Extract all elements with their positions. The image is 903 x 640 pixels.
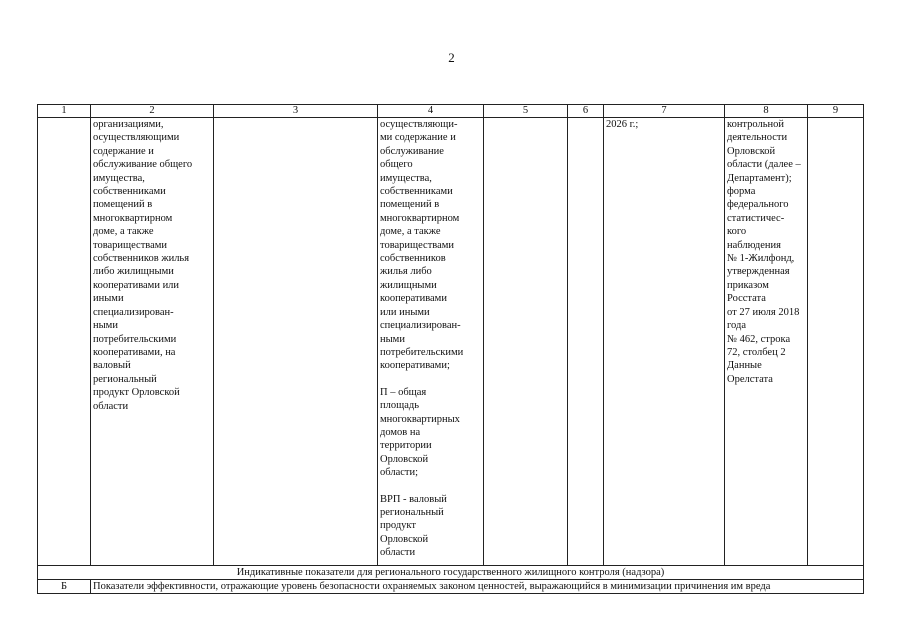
cell-col7: 2026 г.; <box>604 118 725 566</box>
page-number: 2 <box>448 50 455 65</box>
section-title: Индикативные показатели для регионального государственного жилищного контроля (надзора) <box>38 566 864 580</box>
cell-col4-part1: осуществляющи- ми содержание и обслуживание общего имущества, собственниками помещений в многоквартирном доме, а также товариществами собственников жилья либо жилищными кооперативами или иными специализирован- ными потребительскими кооперативами; <box>380 119 464 372</box>
column-number-7: 7 <box>604 105 725 118</box>
subsection-row <box>38 580 864 594</box>
column-number-9: 9 <box>808 105 864 118</box>
cell-col2: организациями, осуществляющими содержание и обслуживание общего имущества, собственниками помещений в многоквартирном доме, а также товариществами собственников жилья либо жилищными кооперативами или иными специализирован- ными потребительскими кооперативами, на валовый региональный продукт Орловской области <box>91 118 214 566</box>
cell-col1 <box>38 118 91 566</box>
column-number-6: 6 <box>568 105 604 118</box>
cell-col4-part2: П – общая площадь многоквартирных домов на территории Орловской области; <box>380 386 460 479</box>
indicators-table <box>37 104 864 594</box>
cell-col6 <box>568 118 604 566</box>
table-row <box>38 118 864 566</box>
column-number-4: 4 <box>378 105 484 118</box>
column-number-8: 8 <box>725 105 808 118</box>
cell-col5 <box>484 118 568 566</box>
column-number-3: 3 <box>214 105 378 118</box>
column-number-5: 5 <box>484 105 568 118</box>
subsection-text: Показатели эффективности, отражающие уровень безопасности охраняемых законом ценностей, выражающийся в минимизации причинения им вреда <box>91 580 864 594</box>
column-number-2: 2 <box>91 105 214 118</box>
cell-col8: контрольной деятельности Орловской области (далее – Департамент); форма федерального статистичес- кого наблюдения № 1-Жилфонд, утвержденная приказом Росстата от 27 июля 2018 года № 462, строка 72, столбец 2 Данные Орелстата <box>725 118 808 566</box>
subsection-code: Б <box>38 580 91 594</box>
column-number-row <box>38 105 864 118</box>
cell-col4 <box>378 118 484 566</box>
section-row <box>38 566 864 580</box>
cell-col9 <box>808 118 864 566</box>
column-number-1: 1 <box>38 105 91 118</box>
cell-col3 <box>214 118 378 566</box>
cell-col4-part3: ВРП - валовый региональный продукт Орловской области <box>380 493 447 559</box>
